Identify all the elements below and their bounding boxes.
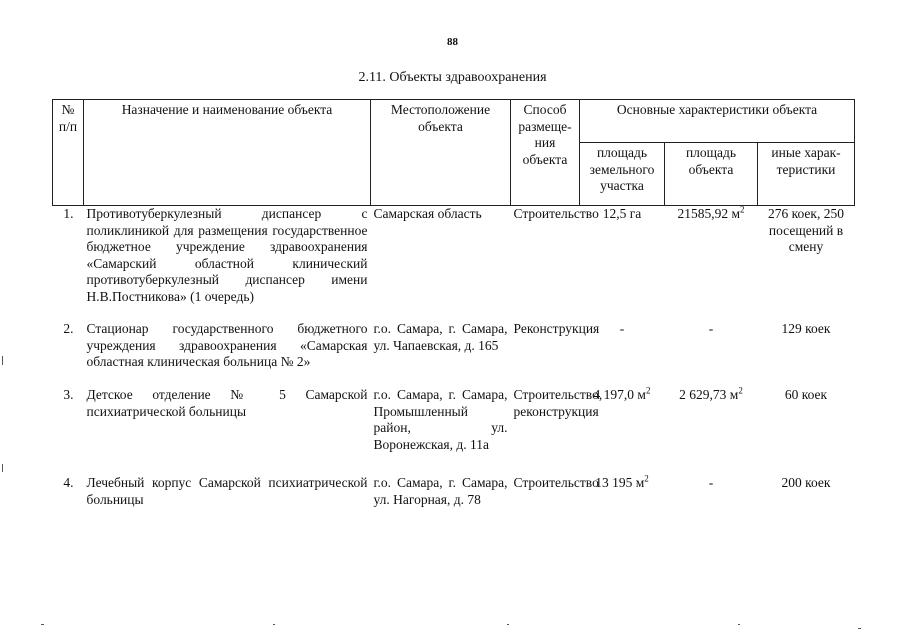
unit-power: 2	[740, 204, 745, 215]
land-area-value: 13 195 м	[595, 475, 645, 490]
row-number: 3.	[63, 387, 74, 402]
object-name: Стационар государственного бюджетного учреждения здравоохранения «Самарская областная клиническая больница № 2»	[86, 321, 368, 369]
other-characteristics: 60 коек	[784, 387, 828, 402]
object-location: г.о. Самара, г. Самара, Промышленный район, ул. Воронежская, д. 11а	[373, 387, 508, 452]
object-name: Противотуберкулезный диспансер с поликлиникой для размещения государственное бюджетное учреждение здравоохранения «Самарский областной клинический противотуберкулезный диспансер имени Н.В.Постникова» (1 очередь)	[86, 206, 368, 304]
placement-method: Реконструкция	[513, 321, 600, 336]
header-name: Назначение и наименование объекта	[84, 100, 371, 206]
header-method: Способ размеще-ния объекта	[511, 100, 580, 206]
object-area	[665, 206, 758, 322]
table-container	[52, 99, 854, 535]
other-characteristics: 276 коек, 250 посещений в смену	[768, 206, 844, 254]
land-area: 12,5 га	[602, 206, 642, 221]
health-facilities-table	[52, 99, 855, 535]
header-num: № п/п	[53, 100, 84, 206]
object-area	[665, 387, 758, 475]
header-object-area: площадь объекта	[665, 143, 758, 206]
placement-method: Строительство	[513, 206, 599, 221]
table-row	[53, 475, 855, 535]
land-area-value: 4 197,0 м	[593, 387, 646, 402]
object-area: -	[708, 475, 714, 490]
object-area: -	[708, 321, 714, 336]
header-land-area: площадь земельного участка	[580, 143, 665, 206]
placement-method: Строительство, реконструкция	[513, 387, 603, 419]
unit-power: 2	[738, 385, 743, 396]
table-row	[53, 387, 855, 475]
header-row	[53, 100, 855, 143]
table-row	[53, 206, 855, 322]
unit-power: 2	[645, 385, 651, 396]
object-name: Детское отделение № 5 Самарской психиатрической больницы	[86, 387, 368, 419]
other-characteristics: 200 коек	[781, 475, 831, 490]
object-location: Самарская область	[373, 206, 482, 221]
land-area: -	[619, 321, 625, 336]
placement-method: Строительство	[513, 475, 599, 490]
object-location: г.о. Самара, г. Самара, ул. Чапаевская, д. 165	[373, 321, 508, 353]
header-other: иные харак-теристики	[758, 143, 855, 206]
object-area-value: 21585,92 м	[677, 206, 741, 221]
header-location: Местоположение объекта	[371, 100, 511, 206]
object-area-value: 2 629,73 м	[679, 387, 739, 402]
header-main-characteristics: Основные характеристики объекта	[580, 100, 855, 143]
object-name: Лечебный корпус Самарской психиатрической больницы	[86, 475, 368, 507]
table-row	[53, 321, 855, 387]
object-location: г.о. Самара, г. Самара, ул. Нагорная, д. 78	[373, 475, 508, 507]
row-number: 2.	[63, 321, 74, 336]
row-number: 4.	[63, 475, 74, 490]
other-characteristics: 129 коек	[781, 321, 831, 336]
row-number: 1.	[63, 206, 74, 221]
page-number: 88	[447, 36, 458, 48]
section-title: 2.11. Объекты здравоохранения	[358, 70, 547, 85]
unit-power: 2	[644, 473, 649, 484]
